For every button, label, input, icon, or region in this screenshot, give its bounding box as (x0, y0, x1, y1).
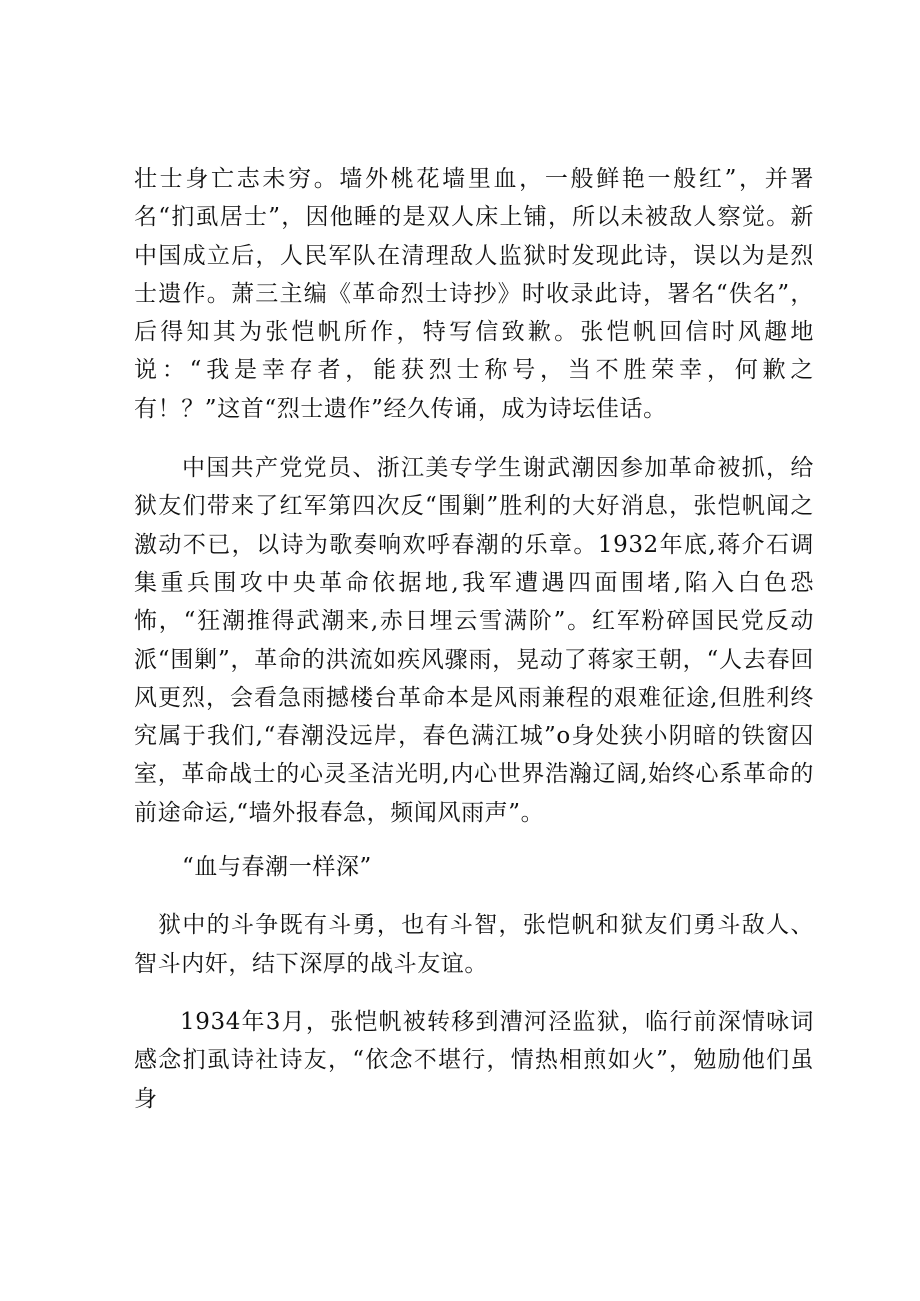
body-text (134, 160, 814, 1118)
paragraph-3: 狱中的斗争既有斗勇，也有斗智，张恺帆和狱友们勇斗敌人、智斗内奸，结下深厚的战斗友谊。 (134, 912, 814, 977)
paragraph-2: 中国共产党党员、浙江美专学生谢武潮因参加革命被抓，给狱友们带来了红军第四次反“围剿”胜利的大好消息，张恺帆闻之激动不已，以诗为歌奏响欢呼春潮的乐章。1932年底,蒋介石调集重兵围攻中央革命依据地,我军遭遇四面围堵,陷入白色恐怖，“狂潮推得武潮来,赤日埋云雪满阶”。红军粉碎国民党反动派“围剿”，革命的洪流如疾风骤雨，晃动了蒋家王朝，“人去春回风更烈，会看急雨撼楼台革命本是风雨兼程的艰难征途,但胜利终究属于我们,“春潮没远岸，春色满江城”o身处狭小阴暗的铁窗囚室，革命战士的心灵圣洁光明,内心世界浩瀚辽阔,始终心系革命的前途命运,“墙外报春急，频闻风雨声”。 (134, 455, 814, 826)
paragraph-1: 壮士身亡志未穷。墙外桃花墙里血，一般鲜艳一般红”，并署名“扪虱居士”，因他睡的是双人床上铺，所以未被敌人察觉。新中国成立后，人民军队在清理敌人监狱时发现此诗，误以为是烈士遗作。萧三主编《革命烈士诗抄》时收录此诗，署名“佚名”，后得知其为张恺帆所作，特写信致歉。张恺帆回信时风趣地说：“我是幸存者，能获烈士称号，当不胜荣幸，何歉之有！？”这首“烈士遗作”经久传诵，成为诗坛佳话。 (134, 166, 814, 422)
paragraph-4: 1934年3月，张恺帆被转移到漕河泾监狱，临行前深情咏词感念扪虱诗社诗友，“依念不堪行，情热相煎如火”，勉励他们虽身 (134, 1008, 814, 1112)
section-heading: “血与春潮一样深” (182, 854, 372, 881)
